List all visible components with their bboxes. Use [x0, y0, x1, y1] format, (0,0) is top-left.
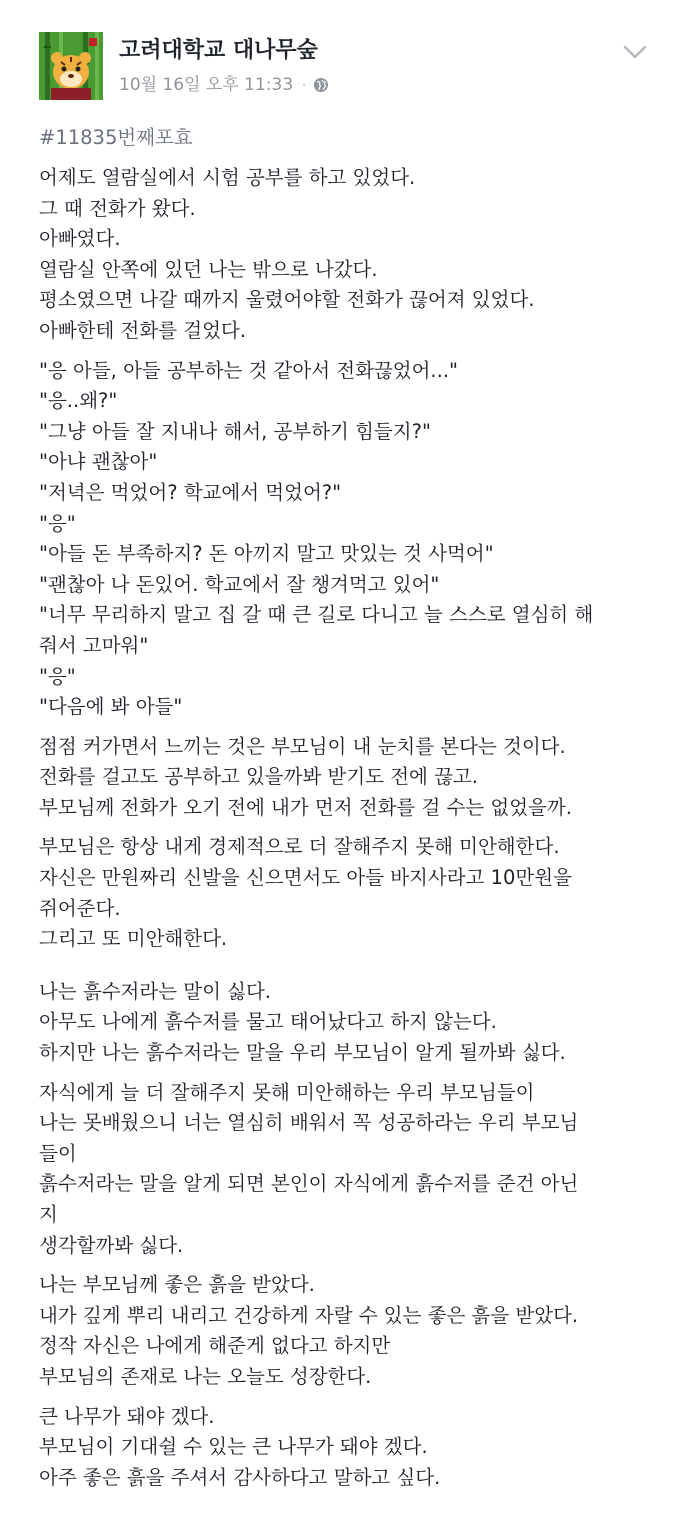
post-text-line: 그 때 전화가 왔다. [39, 196, 196, 220]
post-paragraph [39, 356, 679, 723]
post-paragraph [39, 163, 679, 347]
post-text-line: 들이 [39, 1141, 77, 1165]
post-text-line: 큰 나무가 돼야 겠다. [39, 1404, 215, 1428]
post-text-line: 지 [39, 1203, 58, 1226]
post-text-line: 부모님께 전화가 오기 전에 내가 먼저 전화를 걸 수는 없었을까. [39, 795, 572, 819]
post-text-line: "아들 돈 부족하지? 돈 아끼지 말고 맛있는 것 사먹어" [39, 542, 494, 566]
post-options-chevron-down-icon[interactable] [620, 40, 650, 64]
tiger-mascot-icon [39, 32, 103, 100]
post-text-line: "아냐 괜찮아" [39, 450, 158, 474]
post-body [39, 115, 679, 1502]
post-text-line: "다음에 봐 아들" [39, 695, 183, 719]
post-text-line: 자신은 만원짜리 신발을 신으면서도 아들 바지사라고 10만원을 [39, 866, 572, 890]
post-text-line: "괜찮아 나 돈있어. 학교에서 잘 챙겨먹고 있어" [39, 572, 440, 596]
post-text-line: 하지만 나는 흙수저라는 말을 우리 부모님이 알게 될까봐 싫다. [39, 1041, 566, 1065]
post-text-line: 나는 못배웠으니 너는 열심히 배워서 꼭 성공하라는 우리 부모님 [39, 1111, 579, 1135]
post-text-line: 평소였으면 나갈 때까지 울렸어야할 전화가 끊어져 있었다. [39, 288, 535, 312]
post-text-line: "응" [39, 511, 76, 535]
post-text-line: 열람실 안쪽에 있던 나는 밖으로 나갔다. [39, 257, 378, 281]
post-text-line: "저녁은 먹었어? 학교에서 먹었어?" [39, 480, 342, 504]
post-paragraph [39, 832, 679, 954]
post-text-line: 자식에게 늘 더 잘해주지 못해 미안해하는 우리 부모님들이 [39, 1080, 535, 1104]
post-text-line: "그냥 아들 잘 지내나 해서, 공부하기 힘들지?" [39, 419, 431, 443]
post-text-line: "응..왜?" [39, 389, 118, 413]
post-meta [119, 72, 329, 98]
post-paragraph [39, 732, 679, 824]
post-text-line: "응" [39, 664, 76, 688]
post-paragraphs [39, 163, 679, 1493]
post-text-line: "응 아들, 아들 공부하는 것 같아서 전화끊었어..." [39, 358, 458, 382]
post-text-line: 줘서 고마워" [39, 633, 149, 657]
post-text-line: 내가 깊게 뿌리 내리고 건강하게 자랄 수 있는 좋은 흙을 받았다. [39, 1303, 579, 1327]
post-timestamp[interactable]: 10월 16일 오후 11:33 [119, 75, 294, 95]
post-text-line: "너무 무리하지 말고 집 갈 때 큰 길로 다니고 늘 스스로 열심히 해 [39, 603, 594, 627]
post-text-line: 정작 자신은 나에게 해준게 없다고 하지만 [39, 1334, 391, 1358]
post-text-line: 전화를 걸고도 공부하고 있을까봐 받기도 전에 끊고. [39, 765, 478, 789]
post-text-line: 나는 흙수저라는 말이 싫다. [39, 979, 272, 1003]
page-avatar[interactable] [39, 32, 103, 100]
post-text-line: 나는 부모님께 좋은 흙을 받았다. [39, 1273, 315, 1297]
globe-icon [313, 77, 329, 93]
post-text-line: 흙수저라는 말을 알게 되면 본인이 자식에게 흙수저를 준건 아닌 [39, 1172, 579, 1196]
post-text-line: 점점 커가면서 느끼는 것은 부모님이 내 눈치를 본다는 것이다. [39, 734, 566, 758]
post-paragraph [39, 1402, 679, 1494]
post-header [0, 0, 693, 110]
hashtag-link[interactable]: #11835번째포효 [39, 126, 193, 149]
post-text-line: 어제도 열람실에서 시험 공부를 하고 있었다. [39, 166, 416, 189]
post-text-line: 아주 좋은 흙을 주셔서 감사하다고 말하고 싶다. [39, 1465, 441, 1489]
page-name[interactable]: 고려대학교 대나무숲 [119, 38, 318, 63]
post-text-line: 쥐어준다. [39, 896, 121, 920]
post-text-line: 부모님의 존재로 나는 오늘도 성장한다. [39, 1364, 372, 1388]
post-text-line: 생각할까봐 싫다. [39, 1233, 184, 1257]
post-paragraph [39, 977, 679, 1069]
post-text-line: 부모님은 항상 내게 경제적으로 더 잘해주지 못해 미안해한다. [39, 835, 560, 859]
post-text-line: 부모님이 기대쉴 수 있는 큰 나무가 돼야 겠다. [39, 1435, 428, 1459]
post-paragraph [39, 1078, 679, 1262]
post-text-line: 아빠였다. [39, 227, 121, 251]
post-text-line: 그리고 또 미안해한다. [39, 927, 228, 951]
post-text-line: 아무도 나에게 흙수저를 물고 태어났다고 하지 않는다. [39, 1010, 497, 1034]
post-paragraph [39, 1270, 679, 1392]
post-text-line: 아빠한테 전화를 걸었다. [39, 318, 246, 342]
meta-separator: · [302, 78, 306, 92]
